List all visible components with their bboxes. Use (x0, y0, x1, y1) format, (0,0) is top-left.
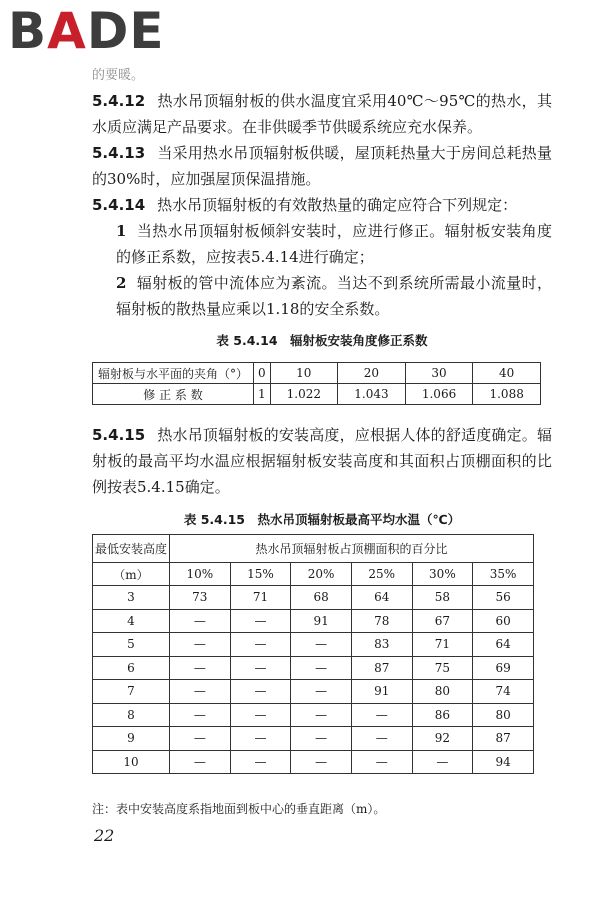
table-cell: 0 (254, 363, 271, 384)
table-cell: 5 (93, 633, 170, 657)
table-cell: 56 (473, 586, 534, 610)
table-note: 注：表中安装高度系指地面到板中心的垂直距离（m）。 (92, 802, 386, 816)
watermark-logo (6, 4, 176, 92)
item-text: 当热水吊顶辐射板倾斜安装时，应进行修正。辐射板安装角度的修正系数，应按表5.4.14进行确定； (116, 222, 552, 266)
table-cell: 87 (473, 727, 534, 751)
table-row (93, 727, 534, 751)
table-header-row (93, 563, 534, 586)
table-cell: 71 (230, 586, 291, 610)
item-number: 2 (116, 274, 127, 292)
table-cell: 94 (473, 750, 534, 774)
table-5-4-14 (92, 362, 541, 405)
table-row (93, 703, 534, 727)
table-cell: — (230, 750, 291, 774)
table-cell: 78 (351, 609, 412, 633)
table-cell: — (170, 656, 231, 680)
table-cell: 7 (93, 680, 170, 704)
table-row (93, 363, 541, 384)
table-5-4-15 (92, 534, 534, 774)
table-cell: 71 (412, 633, 473, 657)
table-cell: 8 (93, 703, 170, 727)
table-cell: 40 (473, 363, 541, 384)
clause-number: 5.4.14 (92, 196, 146, 214)
page-number: 22 (94, 826, 115, 845)
cut-off-text: 的要暖。 (92, 68, 145, 83)
clause-text: 热水吊顶辐射板的安装高度，应根据人体的舒适度确定。辐射板的最高平均水温应根据辐射板安装高度和其面积占顶棚面积的比例按表5.4.15确定。 (92, 426, 552, 496)
column-header: 15% (230, 563, 291, 586)
table-cell: — (230, 680, 291, 704)
logo-brand: BADE (8, 2, 165, 60)
table-cell: 68 (291, 586, 352, 610)
table-cell: 87 (351, 656, 412, 680)
clause-5-4-12 (92, 88, 552, 140)
table-cell: 83 (351, 633, 412, 657)
column-header: 30% (412, 563, 473, 586)
table-5-4-15-caption: 表 5.4.15 热水吊顶辐射板最高平均水温（℃） (183, 512, 461, 527)
table-row (93, 680, 534, 704)
table-cell: 3 (93, 586, 170, 610)
table-cell: — (170, 633, 231, 657)
table-cell: — (412, 750, 473, 774)
table-cell: — (291, 750, 352, 774)
table-cell: — (291, 727, 352, 751)
header-height: 最低安装高度 (93, 535, 170, 563)
clause-number: 5.4.13 (92, 144, 146, 162)
item-number: 1 (116, 222, 127, 240)
clause-text: 热水吊顶辐射板的有效散热量的确定应符合下列规定： (157, 196, 518, 214)
item-text: 辐射板的管中流体应为紊流。当达不到系统所需最小流量时，辐射板的散热量应乘以1.18的安全系数。 (116, 274, 552, 318)
clause-number: 5.4.15 (92, 426, 146, 444)
table-cell: 1.066 (405, 384, 473, 405)
table-row (93, 586, 534, 610)
table-cell: — (291, 633, 352, 657)
table-row (93, 750, 534, 774)
row-label: 修 正 系 数 (93, 384, 254, 405)
table-cell: — (170, 609, 231, 633)
table-cell: — (230, 727, 291, 751)
column-header: 20% (291, 563, 352, 586)
table-cell: — (230, 703, 291, 727)
table-cell: — (230, 656, 291, 680)
table-cell: 10 (270, 363, 338, 384)
table-cell: 80 (473, 703, 534, 727)
table-cell: — (351, 727, 412, 751)
clause-number: 5.4.12 (92, 92, 146, 110)
table-cell: 64 (473, 633, 534, 657)
clause-text: 当采用热水吊顶辐射板供暖，屋顶耗热量大于房间总耗热量的30%时，应加强屋顶保温措施。 (92, 144, 552, 188)
table-row (93, 656, 534, 680)
table-5-4-14-caption: 表 5.4.14 辐射板安装角度修正系数 (216, 333, 428, 348)
table-cell: 30 (405, 363, 473, 384)
table-cell: 4 (93, 609, 170, 633)
table-cell: — (170, 680, 231, 704)
table-cell: — (230, 633, 291, 657)
table-header-row (93, 535, 534, 563)
column-header: 35% (473, 563, 534, 586)
table-cell: 75 (412, 656, 473, 680)
clause-5-4-13 (92, 140, 552, 192)
table-cell: 92 (412, 727, 473, 751)
table-row (93, 384, 541, 405)
table-cell: 86 (412, 703, 473, 727)
table-cell: 1.088 (473, 384, 541, 405)
table-cell: 58 (412, 586, 473, 610)
table-cell: 10 (93, 750, 170, 774)
clause-5-4-14-item-2 (116, 270, 552, 322)
table-cell: — (230, 609, 291, 633)
table-cell: 6 (93, 656, 170, 680)
table-cell: 60 (473, 609, 534, 633)
clause-5-4-15 (92, 422, 552, 500)
clause-5-4-14 (92, 192, 552, 218)
table-cell: — (291, 680, 352, 704)
table-row (93, 633, 534, 657)
table-cell: 20 (338, 363, 406, 384)
table-cell: 1 (254, 384, 271, 405)
table-cell: — (291, 656, 352, 680)
table-cell: 67 (412, 609, 473, 633)
table-cell: — (170, 750, 231, 774)
table-cell: 80 (412, 680, 473, 704)
clause-5-4-14-item-1 (116, 218, 552, 270)
table-cell: — (170, 703, 231, 727)
header-group: 热水吊顶辐射板占顶棚面积的百分比 (170, 535, 534, 563)
table-cell: 91 (351, 680, 412, 704)
table-cell: — (291, 703, 352, 727)
clause-text: 热水吊顶辐射板的供水温度宜采用40℃～95℃的热水，其水质应满足产品要求。在非供暖季节供暖系统应充水保养。 (92, 92, 552, 136)
table-cell: 69 (473, 656, 534, 680)
table-cell: — (170, 727, 231, 751)
table-cell: 64 (351, 586, 412, 610)
table-cell: 73 (170, 586, 231, 610)
table-cell: 74 (473, 680, 534, 704)
table-cell: — (351, 750, 412, 774)
table-cell: 9 (93, 727, 170, 751)
table-cell: 91 (291, 609, 352, 633)
column-header: 25% (351, 563, 412, 586)
table-cell: 1.043 (338, 384, 406, 405)
table-cell: — (351, 703, 412, 727)
column-header: 10% (170, 563, 231, 586)
table-row (93, 609, 534, 633)
row-label: 辐射板与水平面的夹角（°） (93, 363, 254, 384)
table-cell: 1.022 (270, 384, 338, 405)
header-unit: （m） (93, 563, 170, 586)
